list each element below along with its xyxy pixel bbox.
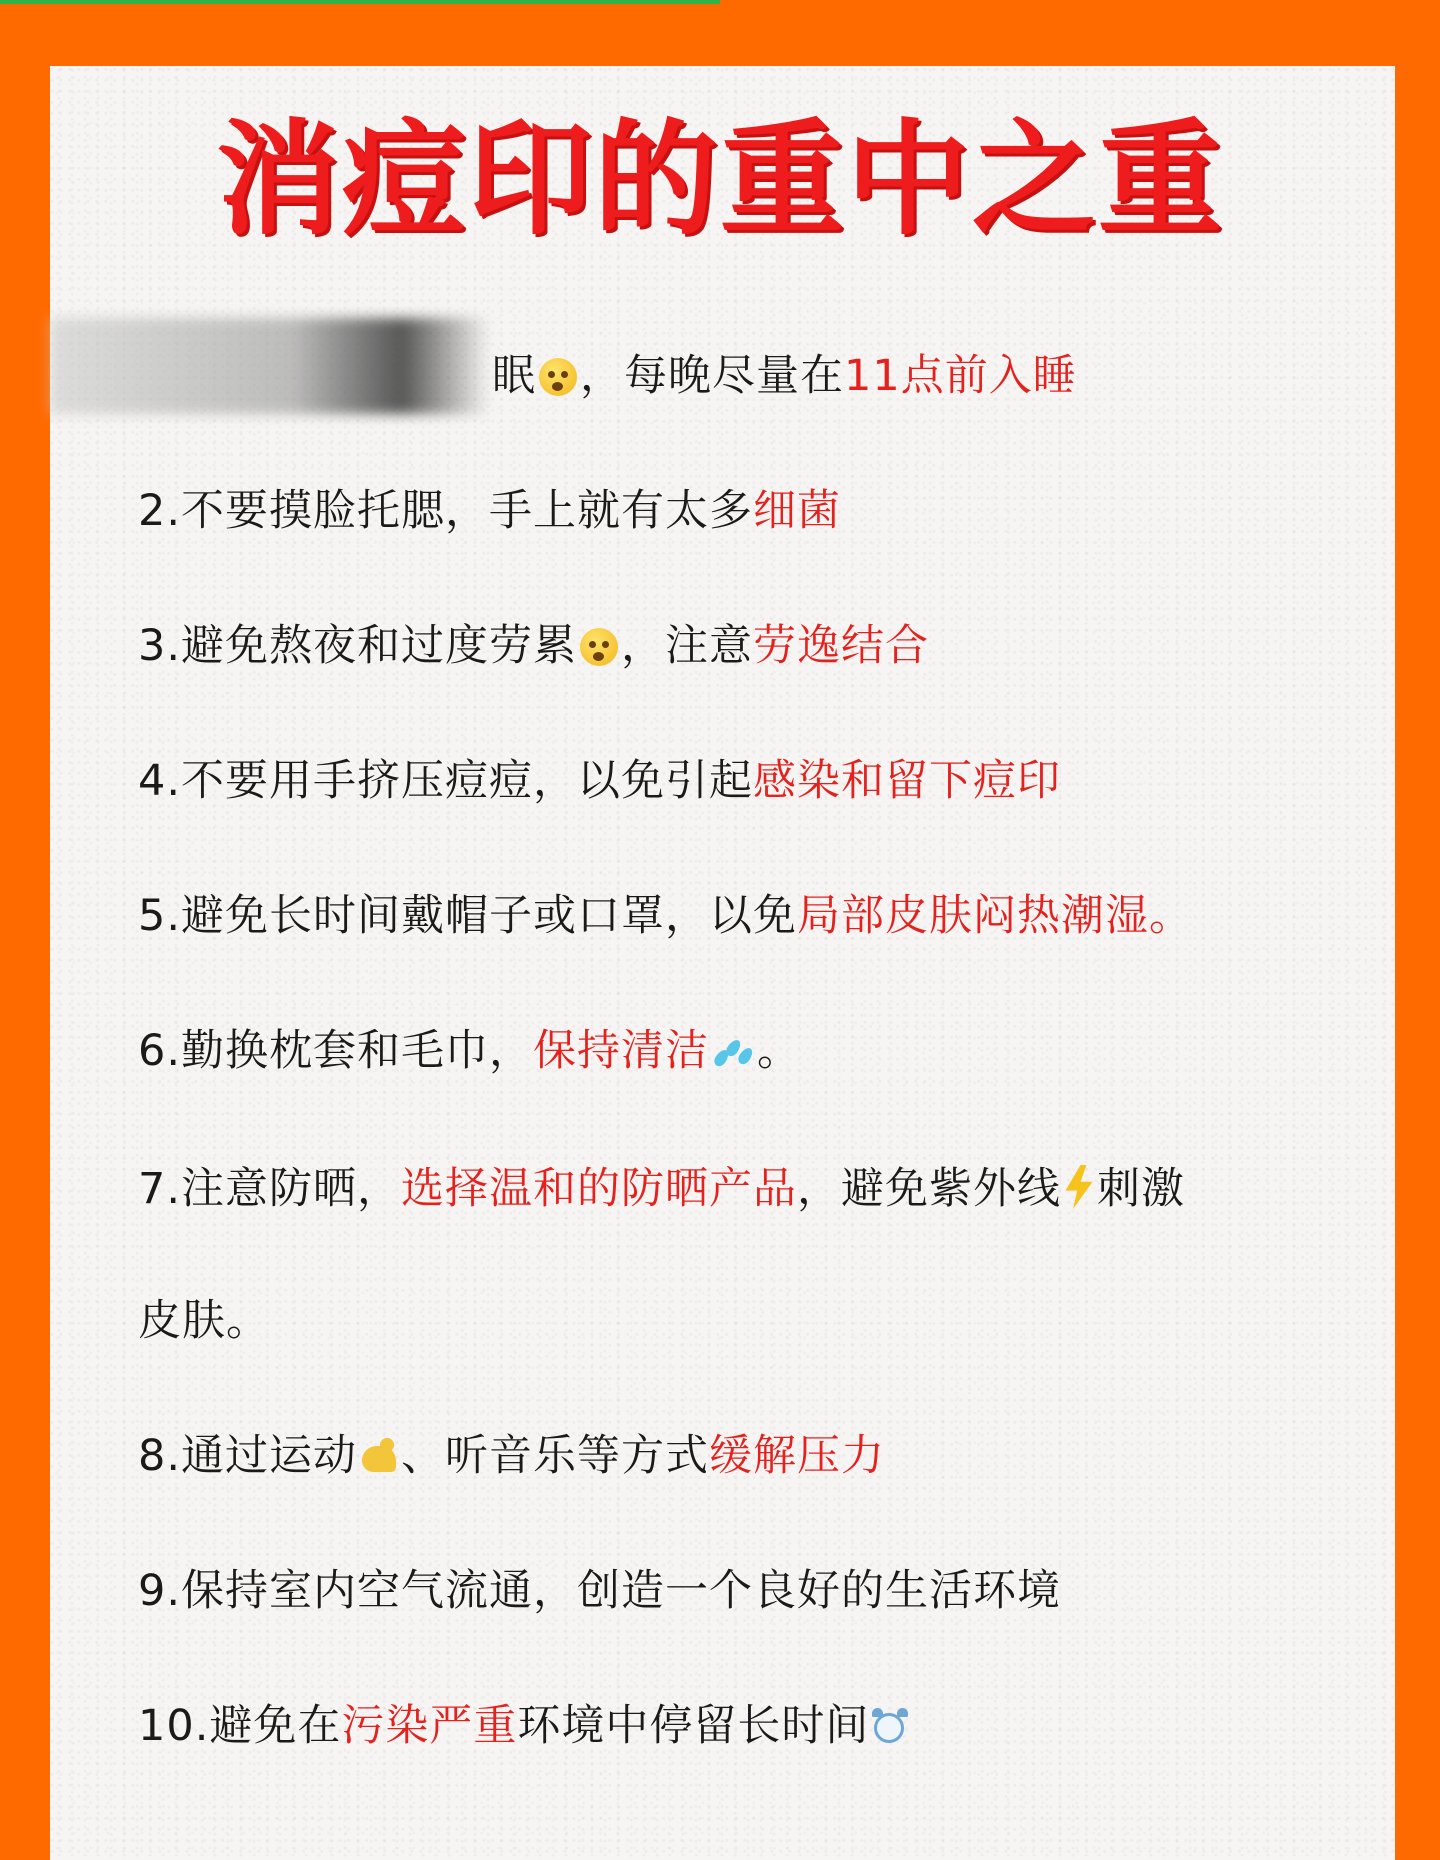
- tip-text: 、听音乐等方式: [401, 1431, 710, 1481]
- tip-text: 2.不要摸脸托腮，手上就有太多: [138, 486, 754, 536]
- highlight-text: 细菌: [753, 486, 842, 536]
- page-title: 消痘印的重中之重: [215, 108, 1224, 252]
- tip-text: ，每晚尽量在: [580, 351, 844, 401]
- tip-3: [138, 621, 930, 671]
- sleepy-face-icon: [539, 358, 577, 396]
- tip-9: [138, 1566, 1062, 1616]
- highlight-text: 保持清洁: [533, 1026, 710, 1076]
- tip-10: [138, 1701, 911, 1751]
- tip-4: [138, 756, 1062, 806]
- tip-text: 5.避免长时间戴帽子或口罩，以免: [138, 891, 798, 941]
- tip-text: ，避免紫外线: [797, 1164, 1062, 1214]
- tip-2: [138, 486, 842, 536]
- tip-text: 刺激: [1097, 1164, 1186, 1214]
- tip-text: ，注意: [621, 621, 754, 671]
- tip-text: 8.通过运动: [138, 1431, 358, 1481]
- highlight-text: 劳逸结合: [753, 621, 930, 671]
- flexed-biceps-icon: [360, 1438, 398, 1476]
- highlight-text: 选择温和的防晒产品: [401, 1164, 798, 1214]
- tip-7-continued: [138, 1296, 270, 1346]
- tip-text: 7.注意防晒，: [138, 1164, 402, 1214]
- tip-text: 皮肤。: [138, 1296, 270, 1346]
- highlight-text: 缓解压力: [709, 1431, 886, 1481]
- alarm-clock-icon: [872, 1708, 908, 1746]
- sweat-droplets-icon: [712, 1033, 754, 1071]
- highlight-text: 感染和留下痘印: [753, 756, 1062, 806]
- tip-text: 9.保持室内空气流通，创造一个良好的生活环境: [138, 1566, 1062, 1616]
- tip-7: [138, 1164, 1186, 1214]
- highlight-text: 污染严重: [341, 1701, 518, 1751]
- tip-1: [492, 351, 1077, 401]
- tip-8: [138, 1431, 886, 1481]
- tip-text: 眠: [492, 351, 536, 401]
- lightning-icon: [1064, 1165, 1094, 1209]
- tip-text: 6.勤换枕套和毛巾，: [138, 1026, 534, 1076]
- highlight-text: 局部皮肤闷热潮湿。: [797, 891, 1194, 941]
- tip-text: 。: [757, 1026, 802, 1076]
- top-accent-bar: [0, 0, 720, 4]
- tip-6: [138, 1026, 802, 1076]
- tip-5: [138, 891, 1194, 941]
- tip-text: 3.避免熬夜和过度劳累: [138, 621, 578, 671]
- tip-text: 10.避免在: [138, 1701, 342, 1751]
- tip-text: 4.不要用手挤压痘痘，以免引起: [138, 756, 754, 806]
- blurred-region: [50, 318, 490, 414]
- dizzy-face-icon: [580, 628, 618, 666]
- tip-text: 环境中停留长时间: [517, 1701, 870, 1751]
- highlight-text: 11点前入睡: [844, 351, 1077, 401]
